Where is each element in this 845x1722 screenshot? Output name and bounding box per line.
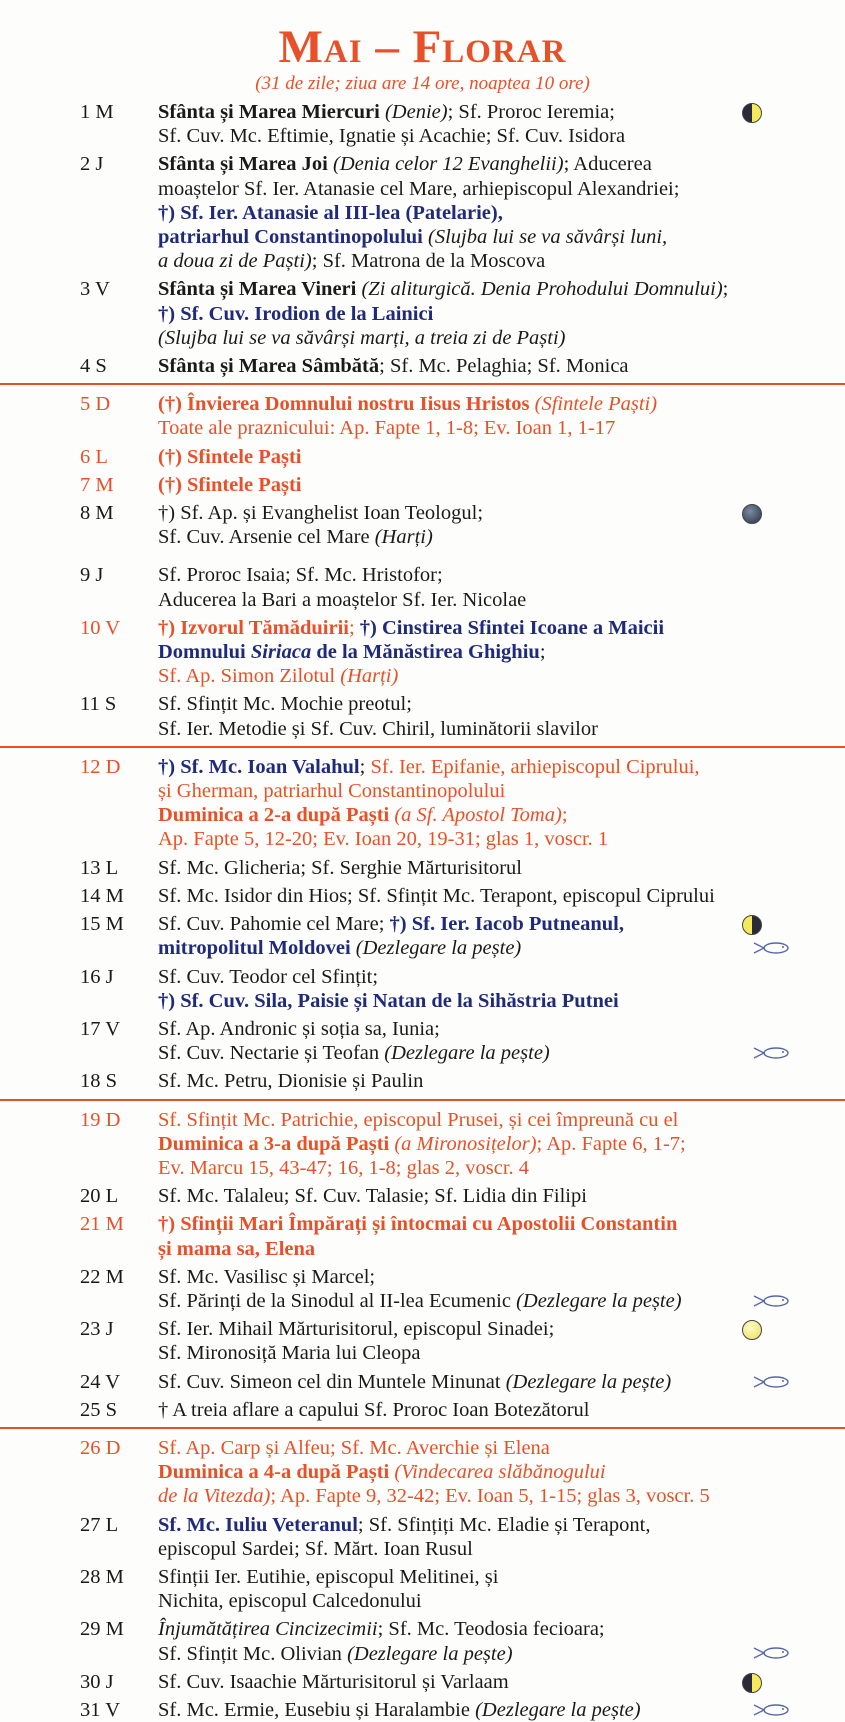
day-number: 19 D: [80, 1108, 121, 1131]
text-segment: †) Sf. Cuv. Irodion de la Lainici: [158, 302, 434, 325]
text-segment: (Dezlegare la pește): [379, 1042, 550, 1065]
day-text-line: [158, 664, 755, 688]
text-segment: (Dezlegare la pește): [341, 1642, 513, 1665]
day-number: 9 J: [80, 564, 104, 587]
day-number: 11 S: [80, 693, 117, 716]
text-segment: Sf. Ap. Andronic și soția sa, Iunia;: [158, 1017, 440, 1040]
day-text-line: [158, 225, 755, 249]
day-text-line: [158, 1398, 755, 1422]
day-text-line: [158, 100, 755, 124]
month-name: Mai: [278, 21, 363, 73]
calendar-day: [0, 1013, 845, 1065]
day-number: 29 M: [80, 1618, 124, 1641]
text-segment: Sf. Sfințit Mc. Mochie preotul;: [158, 693, 412, 716]
day-number: 26 D: [80, 1436, 121, 1459]
text-segment: și mama sa, Elena: [158, 1237, 316, 1260]
day-text-line: [158, 1317, 755, 1341]
text-segment: Sf. Mc. Ermie, Eusebiu și Haralambie: [158, 1698, 470, 1721]
day-text-line: [158, 640, 755, 664]
calendar-day: [0, 1065, 845, 1093]
day-number: 15 M: [80, 913, 124, 936]
calendar-day: [0, 96, 845, 148]
day-text-line: [158, 692, 755, 716]
day-text-line: [158, 473, 755, 497]
text-segment: Sf. Cuv. Pahomie cel Mare;: [158, 913, 390, 936]
text-segment: (†) Sfintele Paști: [158, 473, 302, 496]
day-text-line: [158, 124, 755, 148]
calendar-day: [0, 1394, 845, 1422]
calendar-day: [0, 559, 845, 611]
text-segment: moaștelor Sf. Ier. Atanasie cel Mare, arhiepiscopul Alexandriei;: [158, 177, 680, 200]
day-text-line: [158, 1108, 755, 1132]
text-segment: ; Sf. Mc. Teodosia fecioara;: [377, 1618, 605, 1641]
calendar-day: [0, 1427, 845, 1509]
text-segment: Ap. Fapte 5, 12-20; Ev. Ioan 20, 19-31; glas 1, voscr. 1: [158, 828, 609, 851]
day-text-line: [158, 177, 755, 201]
text-segment: Sfânta și Marea Sâmbătă: [158, 355, 380, 378]
day-number: 21 M: [80, 1213, 124, 1236]
text-segment: ; Sf. Sfințiți Mc. Eladie și Terapont,: [357, 1513, 651, 1536]
day-number: 22 M: [80, 1265, 124, 1288]
day-text-line: [158, 616, 755, 640]
day-text-line: [158, 1041, 755, 1065]
day-text-line: [158, 755, 755, 779]
text-segment: Sfinții Ier. Eutihie, episcopul Melitinei, și: [158, 1565, 499, 1588]
text-segment: (Dezlegare la pește): [469, 1698, 641, 1721]
day-text-line: [158, 1513, 755, 1537]
text-segment: †) Sf. Ier. Atanasie al III-lea (Patelarie),: [158, 201, 503, 224]
day-text-line: [158, 525, 755, 549]
text-segment: de la Mănăstirea Ghighiu: [311, 641, 540, 664]
text-segment: și Gherman, patriarhul Constantinopolului: [158, 780, 506, 803]
text-segment: Sf. Proroc Isaia; Sf. Mc. Hristofor;: [158, 564, 443, 587]
calendar-day: [0, 880, 845, 908]
day-number: 13 L: [80, 856, 119, 879]
day-text-line: [158, 1265, 755, 1289]
text-segment: Sf. Mc. Iuliu Veteranul: [158, 1513, 358, 1536]
day-text-line: [158, 1341, 755, 1365]
day-text-line: [158, 152, 755, 176]
text-segment: Sf. Părinți de la Sinodul al II-lea Ecumenic: [158, 1289, 511, 1312]
text-segment: Sfânta și Marea Vineri: [158, 278, 357, 301]
text-segment: (Dezlegare la pește): [500, 1370, 672, 1393]
text-segment: Sf. Mironosiță Maria lui Cleopa: [158, 1342, 421, 1365]
calendar-list: [0, 96, 845, 1722]
day-text-line: [158, 1289, 755, 1313]
day-text-line: [158, 501, 755, 525]
day-text-line: [158, 416, 755, 440]
calendar-day: [0, 688, 845, 740]
day-text-line: [158, 1537, 755, 1561]
day-text-line: [158, 563, 755, 587]
day-text-line: [158, 1370, 755, 1394]
text-segment: Sf. Sfințit Mc. Olivian: [158, 1642, 342, 1665]
day-text-line: [158, 856, 755, 880]
text-segment: ; Sf. Mc. Pelaghia; Sf. Monica: [379, 355, 629, 378]
day-text-line: [158, 1017, 755, 1041]
day-text-line: [158, 1698, 755, 1722]
day-text-line: [158, 445, 755, 469]
calendar-day: [0, 908, 845, 960]
day-text-line: [158, 1642, 755, 1666]
text-segment: ;: [359, 755, 371, 778]
text-segment: Sf. Cuv. Arsenie cel Mare: [158, 526, 370, 549]
text-segment: Sf. Mc. Talaleu; Sf. Cuv. Talasie; Sf. Lidia din Filipi: [158, 1185, 587, 1208]
text-segment: Sf. Cuv. Nectarie și Teofan: [158, 1042, 380, 1065]
moon-last-quarter-icon: [742, 103, 762, 123]
text-segment: ;: [561, 804, 568, 827]
calendar-day: [0, 1694, 845, 1722]
day-text-line: [158, 912, 755, 936]
text-segment: Ev. Marcu 15, 43-47; 16, 1-8; glas 2, voscr. 4: [158, 1156, 530, 1179]
text-segment: Sf. Mc. Petru, Dionisie și Paulin: [158, 1070, 424, 1093]
day-text-line: [158, 936, 755, 960]
text-segment: Sf. Ap. Carp și Alfeu; Sf. Mc. Averchie și Elena: [158, 1436, 550, 1459]
text-segment: †) Sf. Cuv. Sila, Paisie și Natan de la Sihăstria Putnei: [158, 989, 619, 1012]
page-title: [0, 18, 845, 76]
text-segment: patriarhul Constantinopolului: [158, 226, 423, 249]
title-separator: –: [362, 21, 413, 73]
day-number: 7 M: [80, 473, 114, 496]
text-segment: Sf. Cuv. Mc. Eftimie, Ignatie și Acachie; Sf. Cuv. Isidora: [158, 125, 626, 148]
text-segment: a doua zi de Paști): [158, 250, 312, 273]
text-segment: Siriaca: [250, 641, 312, 664]
day-text-line: [158, 1589, 755, 1613]
month-subtitle: (31 de zile; ziua are 14 ore, noaptea 10 ore): [255, 73, 590, 94]
text-segment: (†) Învierea Domnului nostru Iisus Hristos: [158, 393, 530, 416]
text-segment: Sfânta și Marea Joi: [158, 153, 328, 176]
text-segment: Duminica a 4-a după Paști: [158, 1461, 390, 1484]
calendar-day: [0, 441, 845, 469]
day-text-line: [158, 803, 755, 827]
day-number: 4 S: [80, 355, 107, 378]
text-segment: † A treia aflare a capului Sf. Proroc Ioan Botezătorul: [158, 1398, 590, 1421]
fish-icon: [752, 1646, 794, 1660]
day-number: 24 V: [80, 1370, 121, 1393]
text-segment: (Slujba lui se va săvârși marți, a treia zi de Paști): [158, 326, 566, 349]
day-number: 6 L: [80, 445, 108, 468]
day-number: 18 S: [80, 1070, 118, 1093]
day-text-line: [158, 201, 755, 225]
text-segment: (Harți): [335, 665, 399, 688]
day-text-line: [158, 1212, 755, 1236]
day-number: 14 M: [80, 884, 124, 907]
text-segment: (Vindecarea slăbănogului: [389, 1461, 606, 1484]
text-segment: (Harți): [369, 526, 433, 549]
text-segment: (Denie): [379, 101, 448, 123]
text-segment: mitropolitul Moldovei: [158, 937, 351, 960]
day-number: 12 D: [80, 755, 121, 778]
day-number: 1 M: [80, 101, 114, 123]
text-segment: Nichita, episcopul Calcedonului: [158, 1590, 422, 1613]
text-segment: Sf. Ier. Mihail Mărturisitorul, episcopul Sinadei;: [158, 1318, 555, 1341]
moon-first-quarter-icon: [742, 915, 762, 935]
day-text-line: [158, 827, 755, 851]
calendar-day: [0, 1366, 845, 1394]
text-segment: Sfânta și Marea Miercuri: [158, 101, 380, 123]
calendar-day: [0, 746, 845, 852]
calendar-day: [0, 1313, 845, 1365]
text-segment: ; Sf. Proroc Ieremia;: [447, 101, 615, 123]
text-segment: Sf. Cuv. Simeon cel din Muntele Minunat: [158, 1370, 501, 1393]
day-number: 27 L: [80, 1513, 119, 1536]
day-text-line: [158, 354, 755, 378]
day-text-line: [158, 588, 755, 612]
text-segment: (Zi aliturgică. Denia Prohodului Domnului): [356, 278, 723, 301]
day-text-line: [158, 1132, 755, 1156]
fish-icon: [752, 1375, 794, 1389]
fish-icon: [752, 1703, 794, 1717]
day-text-line: [158, 1237, 755, 1261]
fish-icon: [752, 1046, 794, 1060]
calendar-day: [0, 1509, 845, 1561]
day-text-line: [158, 989, 755, 1013]
fish-icon: [752, 1294, 794, 1308]
text-segment: Sf. Mc. Glicheria; Sf. Serghie Mărturisitorul: [158, 856, 523, 879]
day-text-line: [158, 884, 755, 908]
calendar-day: [0, 852, 845, 880]
text-segment: Toate ale praznicului: Ap. Fapte 1, 1-8; Ev. Ioan 1, 1-17: [158, 417, 616, 440]
text-segment: Domnului: [158, 641, 251, 664]
day-text-line: [158, 392, 755, 416]
text-segment: †) Sf. Ap. și Evanghelist Ioan Teologul;: [158, 502, 484, 525]
text-segment: ;: [539, 641, 546, 664]
fish-icon: [752, 941, 794, 955]
day-number: 2 J: [80, 153, 104, 176]
day-text-line: [158, 1484, 755, 1508]
day-text-line: [158, 717, 755, 741]
calendar-day: [0, 469, 845, 497]
text-segment: Sf. Ier. Metodie și Sf. Cuv. Chiril, luminătorii slavilor: [158, 717, 598, 740]
day-text-line: [158, 965, 755, 989]
text-segment: ; Aducerea: [563, 153, 652, 176]
day-text-line: [158, 302, 755, 326]
day-text-line: [158, 1670, 755, 1694]
text-segment: Sf. Sfințit Mc. Patrichie, episcopul Prusei, și cei împreună cu el: [158, 1108, 679, 1131]
calendar-day: [0, 148, 845, 273]
day-text-line: [158, 277, 755, 301]
day-number: 28 M: [80, 1565, 124, 1588]
text-segment: Duminica a 2-a după Paști: [158, 804, 390, 827]
text-segment: (Denia celor 12 Evanghelii): [327, 153, 564, 176]
text-segment: Aducerea la Bari a moaștelor Sf. Ier. Nicolae: [158, 588, 527, 611]
text-segment: ;: [348, 616, 360, 639]
text-segment: ; Sf. Matrona de la Moscova: [311, 250, 546, 273]
text-segment: Sf. Ier. Epifanie, arhiepiscopul Ciprului,: [370, 755, 700, 778]
calendar-day: [0, 497, 845, 549]
calendar-day: [0, 1208, 845, 1260]
calendar-day: [0, 961, 845, 1013]
text-segment: Duminica a 3-a după Paști: [158, 1132, 390, 1155]
text-segment: †) Izvorul Tămăduirii: [158, 616, 349, 639]
day-number: 10 V: [80, 616, 121, 639]
moon-last-quarter-icon: [742, 1673, 762, 1693]
calendar-day: [0, 1099, 845, 1181]
text-segment: Sf. Cuv. Teodor cel Sfințit;: [158, 965, 379, 988]
text-segment: (Sfintele Paști): [529, 393, 658, 416]
calendar-day: [0, 1180, 845, 1208]
calendar-day: [0, 1561, 845, 1613]
day-number: 20 L: [80, 1185, 119, 1208]
day-text-line: [158, 249, 755, 273]
day-number: 16 J: [80, 965, 114, 988]
day-number: 5 D: [80, 393, 111, 416]
text-segment: (†) Sfintele Paști: [158, 445, 302, 468]
day-text-line: [158, 1436, 755, 1460]
text-segment: †) Sf. Ier. Iacob Putneanul,: [389, 913, 624, 936]
day-number: 30 J: [80, 1670, 114, 1693]
day-text-line: [158, 326, 755, 350]
moon-new-icon: [742, 504, 762, 524]
text-segment: Sf. Mc. Vasilisc și Marcel;: [158, 1265, 376, 1288]
calendar-day: [0, 1261, 845, 1313]
text-segment: †) Sfinții Mari Împărați și întocmai cu Apostolii Constantin: [158, 1213, 678, 1236]
calendar-day: [0, 612, 845, 689]
text-segment: Înjumătățirea Cincizecimii: [158, 1618, 378, 1641]
text-segment: ; Ap. Fapte 6, 1-7;: [536, 1132, 686, 1155]
text-segment: (a Mironosițelor): [389, 1132, 537, 1155]
day-number: 3 V: [80, 278, 110, 301]
day-text-line: [158, 779, 755, 803]
day-number: 25 S: [80, 1398, 118, 1421]
month-folk-name: Florar: [412, 21, 567, 73]
text-segment: Sf. Mc. Isidor din Hios; Sf. Sfințit Mc. Terapont, episcopul Ciprului: [158, 884, 715, 907]
day-text-line: [158, 1156, 755, 1180]
day-number: 17 V: [80, 1017, 121, 1040]
text-segment: (Dezlegare la pește): [510, 1289, 682, 1312]
calendar-day: [0, 350, 845, 378]
day-number: 8 M: [80, 502, 114, 525]
day-text-line: [158, 1617, 755, 1641]
text-segment: ;: [722, 278, 729, 301]
day-number: 31 V: [80, 1698, 121, 1721]
calendar-day: [0, 1666, 845, 1694]
text-segment: †) Cinstirea Sfintei Icoane a Maicii: [359, 616, 665, 639]
calendar-day: [0, 383, 845, 440]
text-segment: (Slujba lui se va săvârși luni,: [422, 226, 668, 249]
day-text-line: [158, 1565, 755, 1589]
text-segment: episcopul Sardei; Sf. Mărt. Ioan Rusul: [158, 1537, 473, 1560]
moon-full-icon: [742, 1320, 762, 1340]
calendar-day: [0, 273, 845, 350]
calendar-day: [0, 1613, 845, 1665]
text-segment: †) Sf. Mc. Ioan Valahul: [158, 755, 360, 778]
day-number: 23 J: [80, 1318, 114, 1341]
text-segment: (a Sf. Apostol Toma): [389, 804, 562, 827]
text-segment: Sf. Cuv. Isaachie Mărturisitorul și Varlaam: [158, 1670, 509, 1693]
text-segment: ; Ap. Fapte 9, 32-42; Ev. Ioan 5, 1-15; glas 3, voscr. 5: [270, 1485, 710, 1508]
day-text-line: [158, 1184, 755, 1208]
text-segment: (Dezlegare la pește): [350, 937, 522, 960]
text-segment: de la Vitezda): [158, 1485, 271, 1508]
text-segment: Sf. Ap. Simon Zilotul: [158, 665, 336, 688]
day-text-line: [158, 1069, 755, 1093]
day-text-line: [158, 1460, 755, 1484]
